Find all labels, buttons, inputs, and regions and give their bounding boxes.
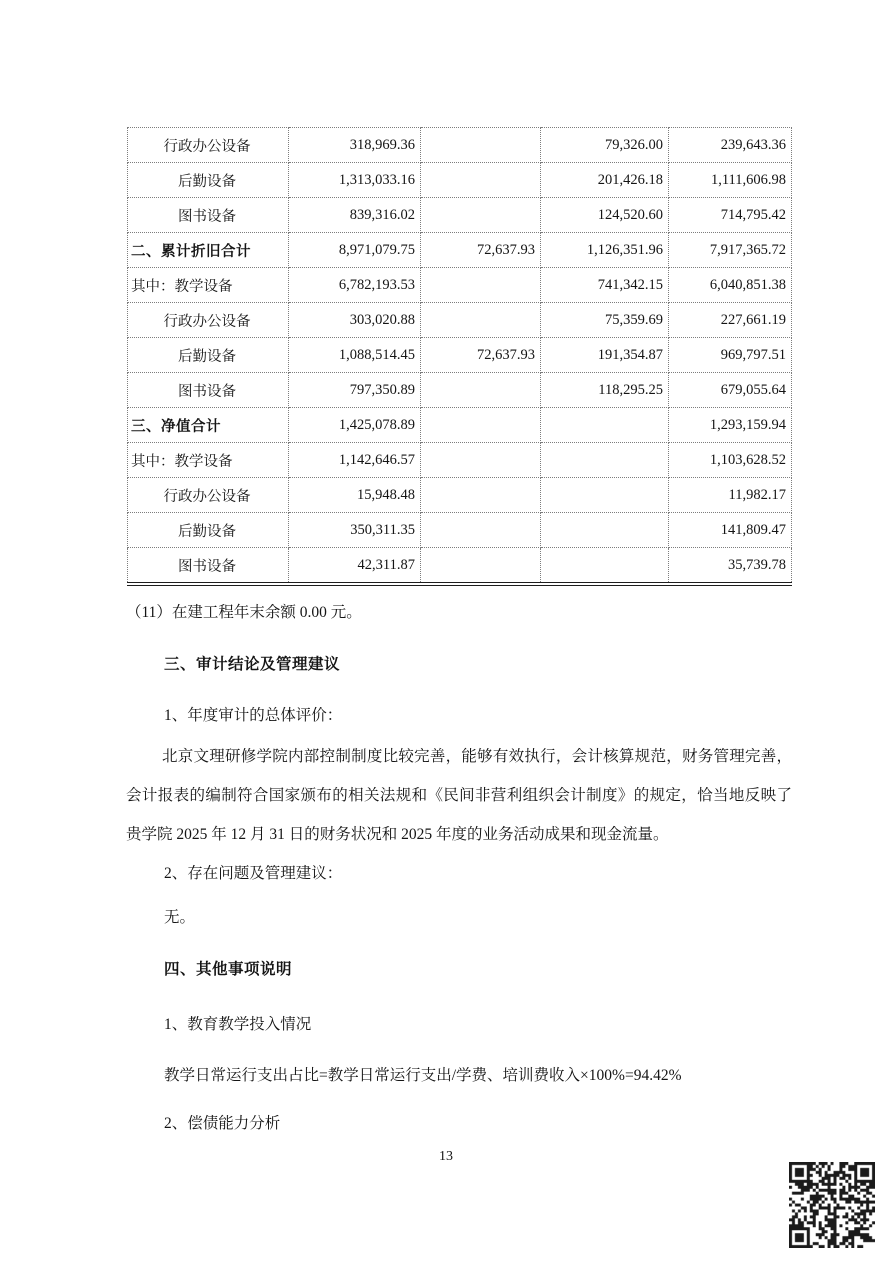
table-row [128,338,792,373]
cell-value: 318,969.36 [289,128,421,163]
row-label: 行政办公设备 [128,303,289,338]
cell-value: 72,637.93 [421,233,541,268]
cell-value: 118,295.25 [541,373,669,408]
table-row [128,268,792,303]
qr-code [789,1162,875,1248]
cell-value: 1,293,159.94 [669,408,792,443]
row-label: 后勤设备 [128,513,289,548]
cell-value: 714,795.42 [669,198,792,233]
cell-value: 79,326.00 [541,128,669,163]
cell-value: 201,426.18 [541,163,669,198]
cell-value [541,408,669,443]
cell-value: 741,342.15 [541,268,669,303]
cell-value: 7,917,365.72 [669,233,792,268]
cell-value [421,408,541,443]
cell-value: 6,782,193.53 [289,268,421,303]
cell-value: 1,111,606.98 [669,163,792,198]
item-problems-suggestions: 2、存在问题及管理建议： [164,865,343,882]
table-row [128,198,792,233]
cell-value [421,128,541,163]
cell-value [421,303,541,338]
row-label: 后勤设备 [128,338,289,373]
cell-value: 303,020.88 [289,303,421,338]
cell-value: 191,354.87 [541,338,669,373]
row-label: 行政办公设备 [128,478,289,513]
row-label: 二、累计折旧合计 [128,233,289,268]
paragraph-none: 无。 [164,909,196,926]
cell-value: 797,350.89 [289,373,421,408]
cell-value [541,513,669,548]
row-label: 图书设备 [128,373,289,408]
table-row [128,478,792,513]
table-row [128,303,792,338]
cell-value: 1,126,351.96 [541,233,669,268]
row-label: 其中：教学设备 [128,443,289,478]
item-education-investment: 1、教育教学投入情况 [164,1016,312,1033]
cell-value [421,373,541,408]
item-annual-evaluation: 1、年度审计的总体评价： [164,707,343,724]
cell-value: 72,637.93 [421,338,541,373]
cell-value: 227,661.19 [669,303,792,338]
row-label: 其中：教学设备 [128,268,289,303]
table-row [128,373,792,408]
cell-value: 1,425,078.89 [289,408,421,443]
cell-value [421,268,541,303]
cell-value: 15,948.48 [289,478,421,513]
audit-evaluation-paragraph: 北京文理研修学院内部控制制度比较完善，能够有效执行，会计核算规范，财务管理完善，会计报表的编制符合国家颁布的相关法规和《民间非营利组织会计制度》的规定，恰当地反映了贵学院 2025 年 12 月 31 日的财务状况和 2025 年度的业务活动成果和现金流量。 [126,748,792,843]
table-row [128,163,792,198]
cell-value: 239,643.36 [669,128,792,163]
section-heading-audit-conclusion: 三、审计结论及管理建议 [164,656,341,673]
qr-code-canvas [789,1162,875,1248]
cell-value: 1,313,033.16 [289,163,421,198]
row-label: 图书设备 [128,548,289,585]
cell-value: 75,359.69 [541,303,669,338]
section-heading-other-matters: 四、其他事项说明 [164,961,293,978]
cell-value [421,163,541,198]
cell-value [421,443,541,478]
teaching-expense-ratio-formula: 教学日常运行支出占比=教学日常运行支出/学费、培训费收入×100%=94.42% [164,1067,682,1084]
table-row [128,128,792,163]
cell-value [421,478,541,513]
cell-value [421,513,541,548]
row-label: 后勤设备 [128,163,289,198]
cell-value: 350,311.35 [289,513,421,548]
cell-value: 42,311.87 [289,548,421,585]
table-row [128,513,792,548]
cell-value: 8,971,079.75 [289,233,421,268]
page-number: 13 [439,1149,453,1164]
cell-value: 839,316.02 [289,198,421,233]
fixed-assets-table [127,127,792,586]
cell-value: 141,809.47 [669,513,792,548]
cell-value: 1,103,628.52 [669,443,792,478]
table-row-total [128,233,792,268]
cell-value [541,443,669,478]
item-solvency-analysis: 2、偿债能力分析 [164,1115,281,1132]
cell-value: 1,142,646.57 [289,443,421,478]
table-row-total [128,408,792,443]
cell-value: 679,055.64 [669,373,792,408]
cell-value [541,548,669,585]
cell-value: 124,520.60 [541,198,669,233]
note-construction-in-progress: （11）在建工程年末余额 0.00 元。 [126,604,362,621]
cell-value: 35,739.78 [669,548,792,585]
cell-value: 969,797.51 [669,338,792,373]
cell-value [541,478,669,513]
cell-value [421,198,541,233]
cell-value: 1,088,514.45 [289,338,421,373]
row-label: 行政办公设备 [128,128,289,163]
cell-value [421,548,541,585]
cell-value: 6,040,851.38 [669,268,792,303]
cell-value: 11,982.17 [669,478,792,513]
table-row [128,443,792,478]
row-label: 三、净值合计 [128,408,289,443]
table-row [128,548,792,585]
row-label: 图书设备 [128,198,289,233]
